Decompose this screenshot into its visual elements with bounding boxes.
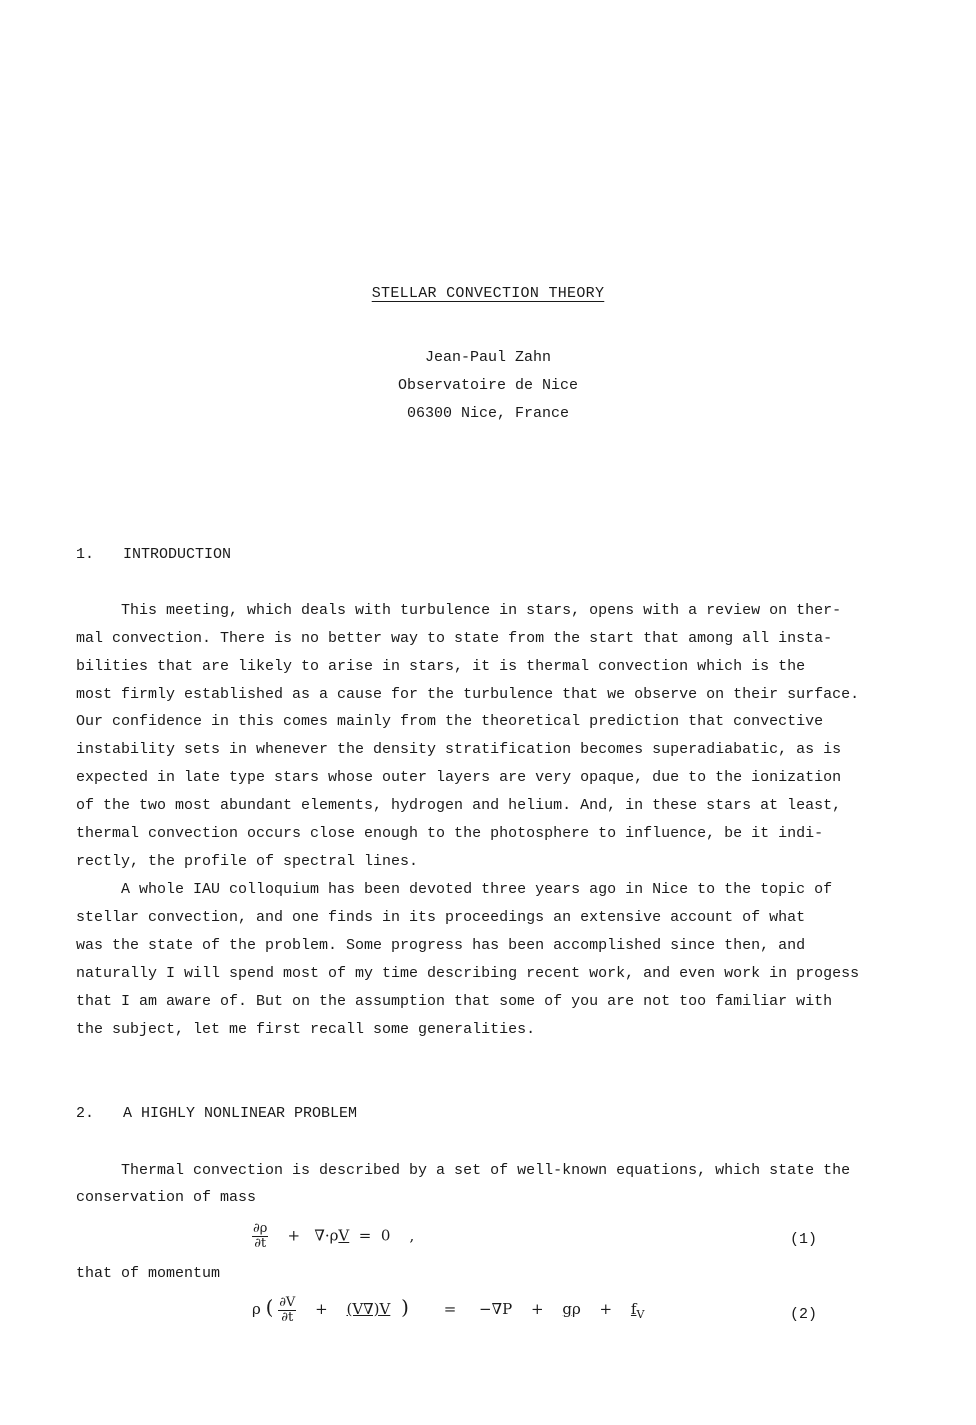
section-1-number: 1. xyxy=(76,546,95,563)
intro-line: mal convection. There is no better way to state from the start that among all insta- xyxy=(76,630,833,647)
paper-title: STELLAR CONVECTION THEORY xyxy=(371,285,605,302)
intro-line: rectly, the profile of spectral lines. xyxy=(76,853,419,870)
equation-2-open-paren: ( xyxy=(265,1295,274,1319)
intro-line: was the state of the problem. Some progress has been accomplished since then, and xyxy=(76,937,806,954)
intro-line: of the two most abundant elements, hydrogen and helium. And, in these stars at least, xyxy=(76,797,842,814)
equation-1 xyxy=(252,1222,414,1251)
author-name: Jean-Paul Zahn xyxy=(424,349,552,366)
intro-line: the subject, let me first recall some generalities. xyxy=(76,1021,536,1038)
section-2-number: 2. xyxy=(76,1105,95,1122)
equation-1-numerator: ∂ρ xyxy=(253,1221,268,1236)
equation-1-denominator: ∂t xyxy=(254,1236,267,1251)
section-2-line: conservation of mass xyxy=(76,1189,257,1206)
intro-line: thermal convection occurs close enough to the photosphere to influence, be it indi- xyxy=(76,825,824,842)
equation-2-lead: that of momentum xyxy=(76,1265,221,1282)
author-address: 06300 Nice, France xyxy=(406,405,570,422)
equation-2-pressure: −∇P xyxy=(479,1300,513,1318)
intro-line: bilities that are likely to arise in stars, it is thermal convection which is the xyxy=(76,658,806,675)
equation-1-number: (1) xyxy=(790,1231,818,1248)
section-2-heading: A HIGHLY NONLINEAR PROBLEM xyxy=(123,1105,358,1122)
equation-2-number: (2) xyxy=(790,1306,818,1323)
equation-2-plus: + xyxy=(530,1300,544,1318)
equation-2 xyxy=(252,1295,644,1325)
equation-2-plus: + xyxy=(599,1300,613,1318)
equation-1-rhs: = 0 , xyxy=(349,1226,415,1245)
equation-1-velocity: V xyxy=(338,1226,350,1245)
intro-line: A whole IAU colloquium has been devoted three years ago in Nice to the topic of xyxy=(76,881,833,898)
equation-2-plus: + xyxy=(315,1300,328,1318)
equation-2-close-paren: ) xyxy=(401,1295,409,1319)
intro-line: This meeting, which deals with turbulence in stars, opens with a review on ther- xyxy=(76,602,842,619)
author-affiliation: Observatoire de Nice xyxy=(397,377,579,394)
equation-2-rho: ρ xyxy=(252,1300,261,1318)
intro-line: naturally I will spend most of my time describing recent work, and even work in progess xyxy=(76,965,860,982)
section-1-heading: INTRODUCTION xyxy=(123,546,232,563)
equation-2-denominator: ∂t xyxy=(281,1309,294,1325)
equation-2-force-subscript: V xyxy=(636,1308,645,1321)
section-2-line: Thermal convection is described by a set of well-known equations, which state the xyxy=(76,1162,851,1179)
equation-2-rho: ρ xyxy=(571,1300,581,1318)
intro-line: Our confidence in this comes mainly from the theoretical prediction that convective xyxy=(76,713,824,730)
intro-line: instability sets in whenever the density stratification becomes superadiabatic, as is xyxy=(76,741,842,758)
equation-1-divergence: + ∇·ρ xyxy=(287,1226,339,1245)
intro-line: most firmly established as a cause for the turbulence that we observe on their surface. xyxy=(76,686,860,703)
intro-line: that I am aware of. But on the assumption that some of you are not too familiar with xyxy=(76,993,833,1010)
equation-1-partial xyxy=(252,1222,268,1251)
intro-line: expected in late type stars whose outer layers are very opaque, due to the ionization xyxy=(76,769,842,786)
equation-2-gravity: g xyxy=(562,1300,572,1318)
equation-2-partial xyxy=(278,1296,296,1325)
intro-line: stellar convection, and one finds in its proceedings an extensive account of what xyxy=(76,909,806,926)
equation-2-advection: (V∇)V xyxy=(346,1300,391,1318)
equation-2-equals: = xyxy=(443,1300,457,1318)
equation-2-force: f xyxy=(630,1300,637,1318)
equation-2-numerator: ∂V xyxy=(279,1294,296,1310)
